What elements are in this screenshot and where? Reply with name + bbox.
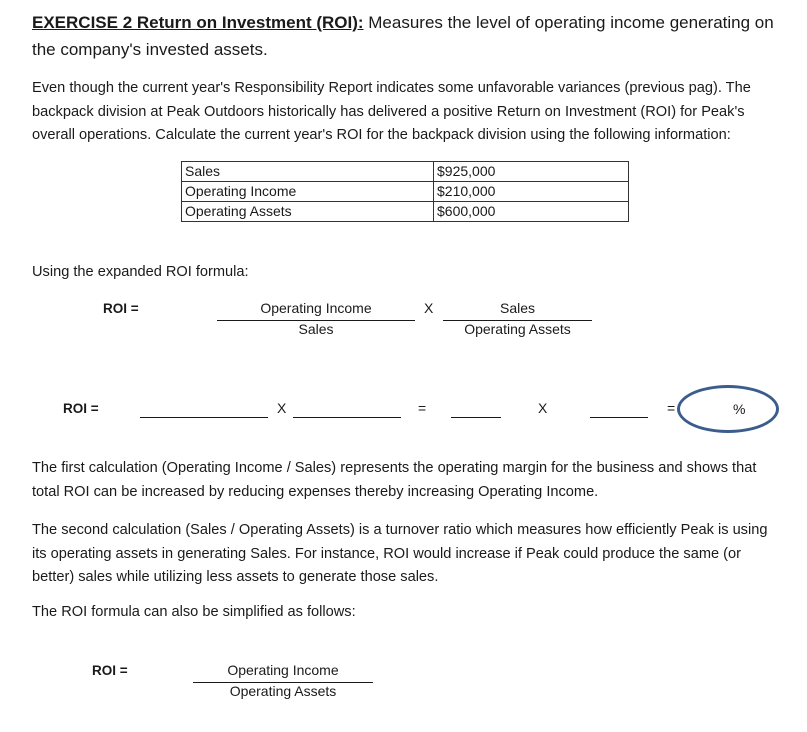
answer-blank-3 — [451, 417, 501, 418]
answer-circle — [677, 385, 779, 433]
table-cell-value: $210,000 — [434, 182, 629, 202]
exercise-title: EXERCISE 2 Return on Investment (ROI): — [32, 13, 364, 32]
table-cell-label: Operating Income — [182, 182, 434, 202]
table-cell-value: $600,000 — [434, 202, 629, 222]
formula1-numerator-1: Operating Income — [260, 300, 372, 316]
formula1-times: X — [424, 300, 434, 316]
formula1-numerator-2: Sales — [499, 300, 536, 316]
second-calc-paragraph: The second calculation (Sales / Operating Assets) is a turnover ratio which measures how efficiently Peak is using its operating assets in generating Sales. For instance, ROI would increase if Peak could produce the same (or better) sales while utilizing less assets to generate those sales. — [32, 522, 768, 585]
formula2-equals-1: = — [418, 400, 427, 416]
simplified-formula-intro: The ROI formula can also be simplified as follows: — [32, 604, 356, 620]
table-cell-value: $925,000 — [434, 162, 629, 182]
formula2-times-2: X — [538, 400, 548, 416]
answer-blank-2 — [293, 417, 401, 418]
answer-blank-1 — [140, 417, 268, 418]
percent-sign: % — [733, 401, 746, 417]
formula1-denominator-2: Operating Assets — [464, 321, 571, 337]
formula1-roi-label: ROI = — [103, 301, 139, 316]
exercise-subtitle: Measures the level of operating income generating on the company's invested assets. — [32, 13, 774, 59]
formula1-denominator-1: Sales — [298, 321, 334, 337]
table-row — [182, 162, 629, 182]
formula2-equals-2: = — [667, 400, 676, 416]
formula3-denominator: Operating Assets — [229, 683, 337, 699]
formula2-times-1: X — [277, 400, 287, 416]
table-row — [182, 202, 629, 222]
formula2-roi-label: ROI = — [63, 401, 99, 416]
first-calc-paragraph: The first calculation (Operating Income / Sales) represents the operating margin for the business and shows that total ROI can be increased by reducing expenses thereby increasing Operating Income. — [32, 460, 757, 500]
table-cell-label: Sales — [182, 162, 434, 182]
info-table — [181, 161, 629, 222]
table-cell-label: Operating Assets — [182, 202, 434, 222]
formula3-roi-label: ROI = — [92, 663, 128, 678]
exercise-heading — [32, 9, 792, 63]
formula3-numerator: Operating Income — [227, 662, 339, 678]
intro-paragraph: Even though the current year's Responsibility Report indicates some unfavorable variances (previous pag). The backpack division at Peak Outdoors historically has delivered a positive Return on Investment (ROI) for Peak's overall operations. Calculate the current year's ROI for the backpack division using the following information: — [32, 80, 751, 143]
expanded-formula-intro: Using the expanded ROI formula: — [32, 264, 249, 280]
table-row — [182, 182, 629, 202]
answer-blank-4 — [590, 417, 648, 418]
